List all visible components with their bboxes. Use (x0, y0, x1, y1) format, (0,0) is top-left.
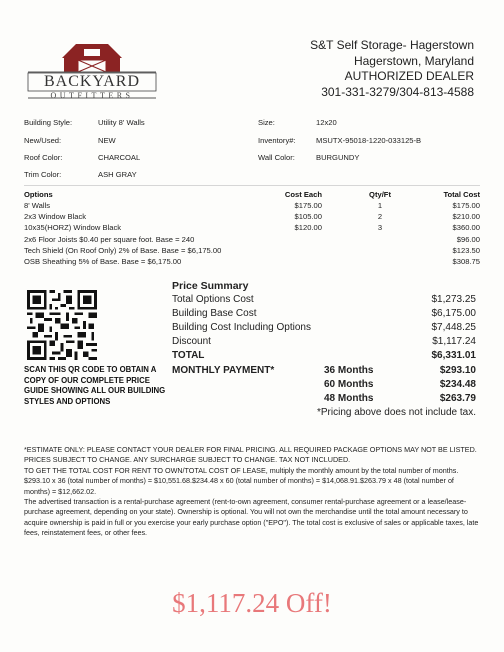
option-cost: $120.00 (294, 223, 322, 232)
fine-print (24, 445, 480, 539)
qr-code-caption: SCAN THIS QR CODE TO OBTAIN A COPY OF OUR COMPLETE PRICE GUIDE SHOWING ALL OUR BUILDING STYLES AND OPTIONS (24, 365, 166, 406)
option-qty: 2 (377, 212, 383, 221)
option-name: 8' Walls (24, 201, 51, 210)
backyard-outfitters-logo (24, 36, 160, 102)
trim-color-value: ASH GRAY (98, 170, 137, 179)
dealer-phones: 301-331-3279/304-813-4588 (321, 84, 474, 99)
wall-color-value: BURGUNDY (316, 153, 360, 162)
qty-header: Qty/Ft (369, 190, 391, 199)
option-name: 2x6 Floor Joists $0.40 per square foot. Base = 240 (24, 235, 195, 244)
option-cost: $175.00 (294, 201, 322, 210)
new-used-label: New/Used: (24, 136, 62, 145)
estimate-disclaimer: *ESTIMATE ONLY: PLEASE CONTACT YOUR DEALER FOR FINAL PRICING. ALL REQUIRED PACKAGE OPTIONS MAY NOT BE LISTED. PRICES SUBJECT TO CHANGE. ANY SURCHARGE SUBJECT TO CHANGE. TAX NOT INCLUDED. (24, 445, 477, 465)
including-options-value: $7,448.25 (431, 322, 476, 333)
roof-color-value: CHARCOAL (98, 153, 141, 162)
trim-color-label: Trim Color: (24, 170, 62, 179)
total-options-value: $1,273.25 (431, 294, 476, 305)
building-style-value: Utility 8' Walls (98, 118, 145, 127)
option-qty: 3 (377, 223, 383, 232)
option-total: $210.00 (452, 212, 480, 221)
tax-note: *Pricing above does not include tax. (317, 407, 476, 418)
qr-code-icon (27, 290, 97, 360)
price-summary-title: Price Summary (172, 280, 249, 292)
size-value: 12x20 (316, 118, 337, 127)
rent-to-own-instruction: TO GET THE TOTAL COST FOR RENT TO OWN/TOTAL COST OF LEASE, multiply the monthly amount by the total number of months. (24, 465, 459, 475)
base-cost-value: $6,175.00 (431, 308, 476, 319)
rental-purchase-disclosure: The advertised transaction is a rental-purchase agreement (rent-to-own agreement, consumer rental-purchase agreement or a lease/lease-purchase agreement, depending on your state). Ownership is optional. You will not own the merchandise until the total amount necessary to acquire ownership is paid in full or you exercise your early purchase option ("EPO"). The total cost is exclusive of sales or applicable taxes, late fees, reinstatement fees, or other fees. (24, 497, 479, 538)
dealer-status: AUTHORIZED DEALER (344, 69, 474, 83)
discount-label: Discount (172, 336, 211, 347)
total-cost-header: Total Cost (443, 190, 480, 199)
monthly-term: 60 Months (324, 379, 374, 390)
base-cost-label: Building Base Cost (172, 308, 257, 319)
monthly-payment-label: MONTHLY PAYMENT* (172, 365, 275, 376)
divider (24, 185, 480, 186)
including-options-label: Building Cost Including Options (172, 322, 311, 333)
discount-value: $1,117.24 (432, 336, 476, 347)
monthly-amount: $263.79 (439, 393, 476, 404)
monthly-term: 48 Months (324, 393, 374, 404)
option-total: $308.75 (452, 257, 480, 266)
logo-word-backyard: BACKYARD (43, 73, 140, 90)
dealer-city: Hagerstown, Maryland (353, 53, 474, 68)
new-used-value: NEW (98, 136, 116, 145)
wall-color-label: Wall Color: (258, 153, 295, 162)
option-name: 2x3 Window Black (24, 212, 87, 221)
total-label: TOTAL (172, 350, 205, 361)
total-value: $6,331.01 (431, 350, 476, 361)
option-name: OSB Sheathing 5% of Base. Base = $6,175.00 (24, 257, 182, 266)
monthly-amount: $293.10 (439, 365, 476, 376)
option-name: 10x35(HORZ) Window Black (24, 223, 122, 232)
roof-color-label: Roof Color: (24, 153, 63, 162)
option-total: $175.00 (452, 201, 480, 210)
option-total: $123.50 (452, 246, 480, 255)
logo-word-outfitters: OUTFITTERS (50, 91, 134, 100)
inventory-value: MSUTX-95018-1220-033125-B (316, 136, 422, 145)
option-name: Tech Shield (On Roof Only) 2% of Base. Base = $6,175.00 (24, 246, 222, 255)
options-header: Options (24, 190, 53, 199)
dealer-info (310, 38, 474, 100)
option-total: $96.00 (456, 235, 480, 244)
discount-callout: $1,117.24 Off! (172, 588, 332, 618)
option-cost: $105.00 (294, 212, 322, 221)
building-style-label: Building Style: (24, 118, 73, 127)
size-label: Size: (258, 118, 275, 127)
option-total: $360.00 (452, 223, 480, 232)
monthly-term: 36 Months (324, 365, 374, 376)
rent-to-own-totals: $293.10 x 36 (total number of months) = $10,551.68.$234.48 x 60 (total number of months) = $14,068.91.$263.79 x 48 (total number of months) = $12,662.02. (24, 476, 454, 496)
cost-each-header: Cost Each (284, 190, 322, 199)
inventory-label: Inventory#: (258, 136, 296, 145)
option-qty: 1 (377, 201, 383, 210)
total-options-label: Total Options Cost (172, 294, 254, 305)
monthly-amount: $234.48 (439, 379, 476, 390)
price-guide-qr-code[interactable] (27, 290, 97, 360)
dealer-name: S&T Self Storage- Hagerstown (310, 38, 474, 52)
